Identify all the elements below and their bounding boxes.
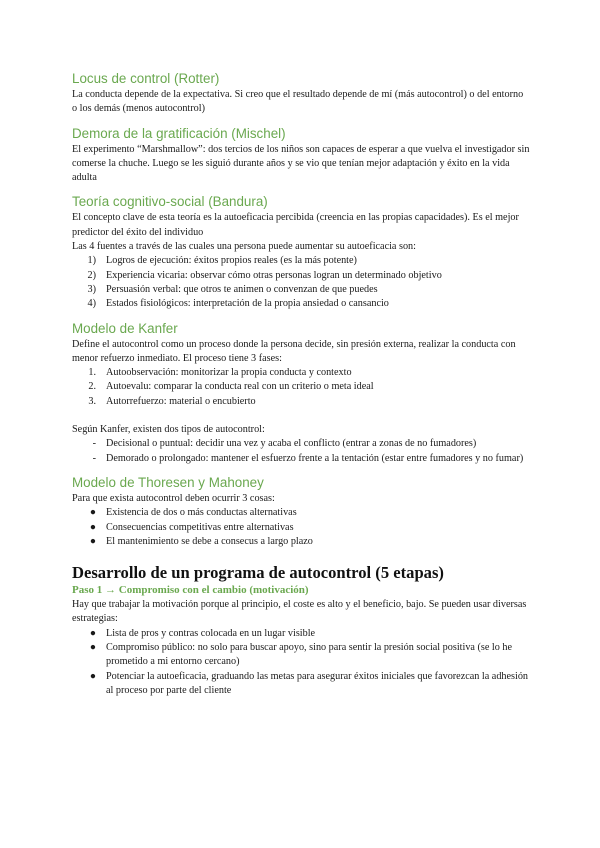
bullet-icon: ● (89, 627, 96, 639)
list-item (72, 254, 530, 268)
bullet-icon: ● (89, 535, 96, 547)
paragraph: La conducta depende de la expectativa. Si creo que el resultado depende de mí (más autocontrol) o del entorno o los demás (menos autocontrol) (72, 89, 524, 115)
list-marker: - (92, 452, 96, 464)
list-marker: 3) (87, 283, 96, 295)
paragraph: El experimento “Marshmallow”: dos tercios de los niños son capaces de esperar a que vuelva el investigador sin comerse la chuche. Luego se les siguió durante años y se vio que tenían mejor adaptación y éxito en la vida adulta (72, 143, 530, 184)
kanfer-types-list (72, 437, 530, 466)
heading-mischel: Demora de la gratificación (Mischel) (72, 125, 286, 141)
bullet-icon: ● (89, 670, 96, 682)
list-item-text: Existencia de dos o más conductas alternativas (106, 507, 297, 519)
list-item-text: Persuasión verbal: que otros te animen o convenzan de que puedes (106, 283, 378, 295)
bullet-icon: ● (89, 642, 96, 654)
list-item-text: Autoevalu: comparar la conducta real con un criterio o meta ideal (106, 381, 374, 393)
paragraph: Según Kanfer, existen dos tipos de autocontrol: (72, 424, 265, 436)
list-item (72, 521, 530, 535)
bandura-sources-list (72, 254, 530, 311)
list-marker: 1. (88, 367, 96, 379)
list-marker: 4) (87, 298, 96, 310)
list-item-text: Autoobservación: monitorizar la propia conducta y contexto (106, 367, 352, 379)
list-marker: - (92, 438, 96, 450)
list-item (72, 269, 530, 283)
programa-strategies-list (72, 627, 530, 698)
list-item-text: Compromiso público: no solo para buscar apoyo, sino para sentir la presión social positiva (se lo he prometido a mi entorno cercano) (106, 642, 513, 668)
heading-kanfer: Modelo de Kanfer (72, 320, 178, 336)
list-item (72, 535, 530, 549)
thoresen-list (72, 506, 530, 549)
list-item (72, 283, 530, 297)
paragraph: Hay que trabajar la motivación porque al principio, el coste es alto y el beneficio, bajo. Se pueden usar diversas estrategias: (72, 599, 527, 625)
list-item-text: Potenciar la autoeficacia, graduando las metas para asegurar éxitos iniciales que favorezcan la adhesión al proceso por parte del cliente (106, 670, 529, 696)
list-item-text: Estados fisiológicos: interpretación de la propia ansiedad o cansancio (106, 298, 389, 310)
list-item-text: Demorado o prolongado: mantener el esfuerzo frente a la tentación (estar entre fumadores y no fumar) (106, 452, 524, 464)
section-bandura (72, 193, 530, 311)
paragraph: Las 4 fuentes a través de las cuales una persona puede aumentar su autoeficacia son: (72, 241, 416, 253)
kanfer-phases-list (72, 366, 530, 409)
section-thoresen (72, 474, 530, 549)
list-item (72, 437, 530, 451)
list-item (72, 627, 530, 641)
section-rotter (72, 70, 530, 117)
list-item (72, 297, 530, 311)
heading-bandura: Teoría cognitivo-social (Bandura) (72, 194, 268, 210)
list-item (72, 641, 530, 670)
list-item-text: Logros de ejecución: éxitos propios reales (es la más potente) (106, 255, 357, 267)
list-item (72, 452, 530, 466)
document-page (72, 70, 530, 706)
heading-programa: Desarrollo de un programa de autocontrol (5 etapas) (72, 563, 444, 583)
spacer (72, 409, 530, 423)
section-programa (72, 563, 530, 698)
bullet-icon: ● (89, 521, 96, 533)
bullet-icon: ● (89, 507, 96, 519)
list-item (72, 366, 530, 380)
list-marker: 2) (87, 269, 96, 281)
list-item (72, 380, 530, 394)
section-kanfer (72, 320, 530, 466)
heading-thoresen: Modelo de Thoresen y Mahoney (72, 474, 264, 490)
paragraph: El concepto clave de esta teoría es la autoeficacia percibida (creencia en las propias capacidades). Es el mejor predictor del éxito del individuo (72, 212, 519, 238)
list-item (72, 395, 530, 409)
list-item-text: Autorrefuerzo: material o encubierto (106, 395, 256, 407)
list-item-text: Lista de pros y contras colocada en un lugar visible (106, 627, 316, 639)
list-item-text: Decisional o puntual: decidir una vez y acaba el conflicto (entrar a zonas de no fumadores) (106, 438, 477, 450)
list-marker: 1) (87, 255, 96, 267)
list-item (72, 506, 530, 520)
list-marker: 2. (88, 381, 96, 393)
list-item (72, 670, 530, 699)
list-item-text: El mantenimiento se debe a consecus a largo plazo (106, 535, 313, 547)
paragraph: Para que exista autocontrol deben ocurrir 3 cosas: (72, 492, 275, 504)
paragraph: Define el autocontrol como un proceso donde la persona decide, sin presión externa, realizar la conducta con menor refuerzo inmediato. El proceso tiene 3 fases: (72, 338, 516, 364)
list-item-text: Consecuencias competitivas entre alternativas (106, 521, 294, 533)
heading-rotter: Locus de control (Rotter) (72, 71, 220, 86)
list-marker: 3. (88, 395, 96, 407)
heading-step-1: Paso 1 → Compromiso con el cambio (motivación) (72, 584, 309, 597)
list-item-text: Experiencia vicaria: observar cómo otras personas logran un determinado objetivo (106, 269, 442, 281)
section-mischel (72, 125, 530, 186)
